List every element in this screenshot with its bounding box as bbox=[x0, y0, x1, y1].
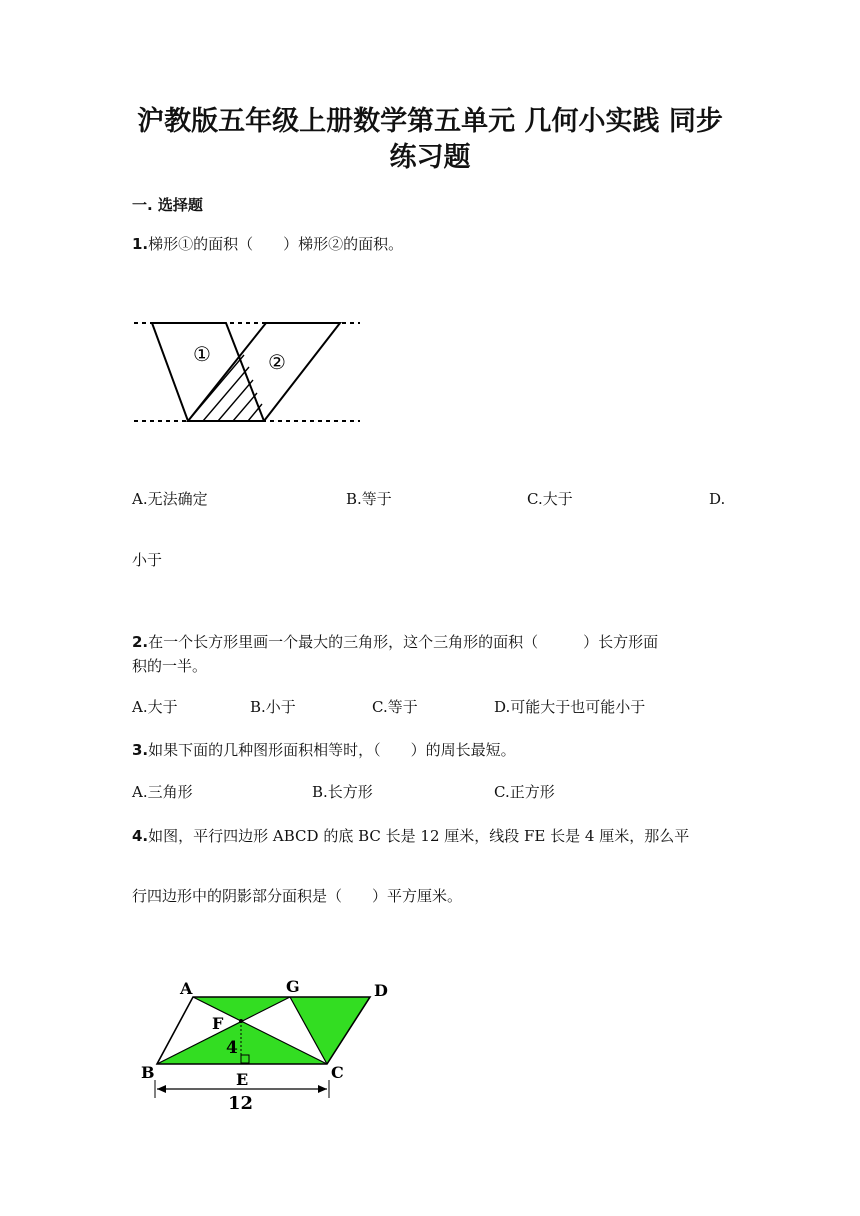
q4-base-label: 12 bbox=[228, 1093, 254, 1114]
section-heading: 一. 选择题 bbox=[132, 196, 203, 214]
q4-height-label: 4 bbox=[226, 1038, 238, 1058]
q3-option-c[interactable]: C.正方形 bbox=[494, 783, 555, 801]
question-1-number: 1. bbox=[132, 235, 149, 253]
q1-option-d-text[interactable]: 小于 bbox=[132, 551, 163, 569]
q4-dim-arrow-left bbox=[157, 1085, 166, 1093]
q2-option-b[interactable]: B.小于 bbox=[250, 698, 296, 716]
page-title-line1: 沪教版五年级上册数学第五单元 几何小实践 同步 bbox=[137, 106, 723, 137]
q1-option-b[interactable]: B.等于 bbox=[346, 490, 392, 508]
q4-label-e: E bbox=[236, 1070, 249, 1089]
q4-label-f: F bbox=[212, 1014, 224, 1033]
q1-option-c[interactable]: C.大于 bbox=[527, 490, 573, 508]
q1-trapezoid-2 bbox=[188, 323, 340, 421]
q4-shaded-top-triangle bbox=[193, 997, 290, 1021]
question-4-number: 4. bbox=[132, 827, 149, 845]
question-2-text-line2: 积的一半。 bbox=[132, 657, 208, 675]
q1-trapezoid-1 bbox=[152, 323, 264, 421]
q1-label-1: ① bbox=[193, 342, 211, 366]
question-3-number: 3. bbox=[132, 741, 149, 759]
question-3 bbox=[132, 740, 516, 760]
q4-parallelogram-figure bbox=[141, 977, 388, 1114]
question-4-text-line1: 如图，平行四边形 ABCD 的底 BC 长是 12 厘米，线段 FE 长是 4 厘米，那么平 bbox=[148, 827, 690, 845]
q4-shaded-bottom-triangle bbox=[157, 1021, 327, 1064]
q2-option-a[interactable]: A.大于 bbox=[132, 698, 178, 716]
q3-option-b[interactable]: B.长方形 bbox=[312, 783, 373, 801]
question-1-text: 梯形①的面积（ ）梯形②的面积。 bbox=[148, 235, 404, 253]
question-2-text-line1: 在一个长方形里画一个最大的三角形，这个三角形的面积（ ）长方形面 bbox=[148, 633, 659, 651]
q4-label-c: C bbox=[331, 1063, 344, 1082]
question-2 bbox=[132, 632, 658, 652]
page-title-line2: 练习题 bbox=[389, 142, 471, 173]
q1-trapezoid-figure bbox=[134, 323, 360, 421]
question-4 bbox=[132, 826, 689, 846]
question-2-number: 2. bbox=[132, 633, 149, 651]
q4-point-f bbox=[239, 1019, 243, 1023]
question-3-text: 如果下面的几种图形面积相等时，（ ）的周长最短。 bbox=[148, 741, 516, 759]
q4-label-d: D bbox=[374, 981, 388, 1000]
q3-option-a[interactable]: A.三角形 bbox=[132, 783, 193, 801]
q1-option-a[interactable]: A.无法确定 bbox=[132, 490, 208, 508]
q1-label-2: ② bbox=[268, 350, 286, 374]
q4-dim-arrow-right bbox=[318, 1085, 327, 1093]
q4-label-g: G bbox=[286, 977, 300, 996]
question-4-text-line2: 行四边形中的阴影部分面积是（ ）平方厘米。 bbox=[132, 887, 463, 905]
q2-option-d[interactable]: D.可能大于也可能小于 bbox=[494, 698, 646, 716]
q1-option-d-letter[interactable]: D. bbox=[709, 490, 726, 508]
q2-option-c[interactable]: C.等于 bbox=[372, 698, 418, 716]
q4-label-a: A bbox=[180, 979, 193, 998]
q4-label-b: B bbox=[141, 1063, 155, 1082]
